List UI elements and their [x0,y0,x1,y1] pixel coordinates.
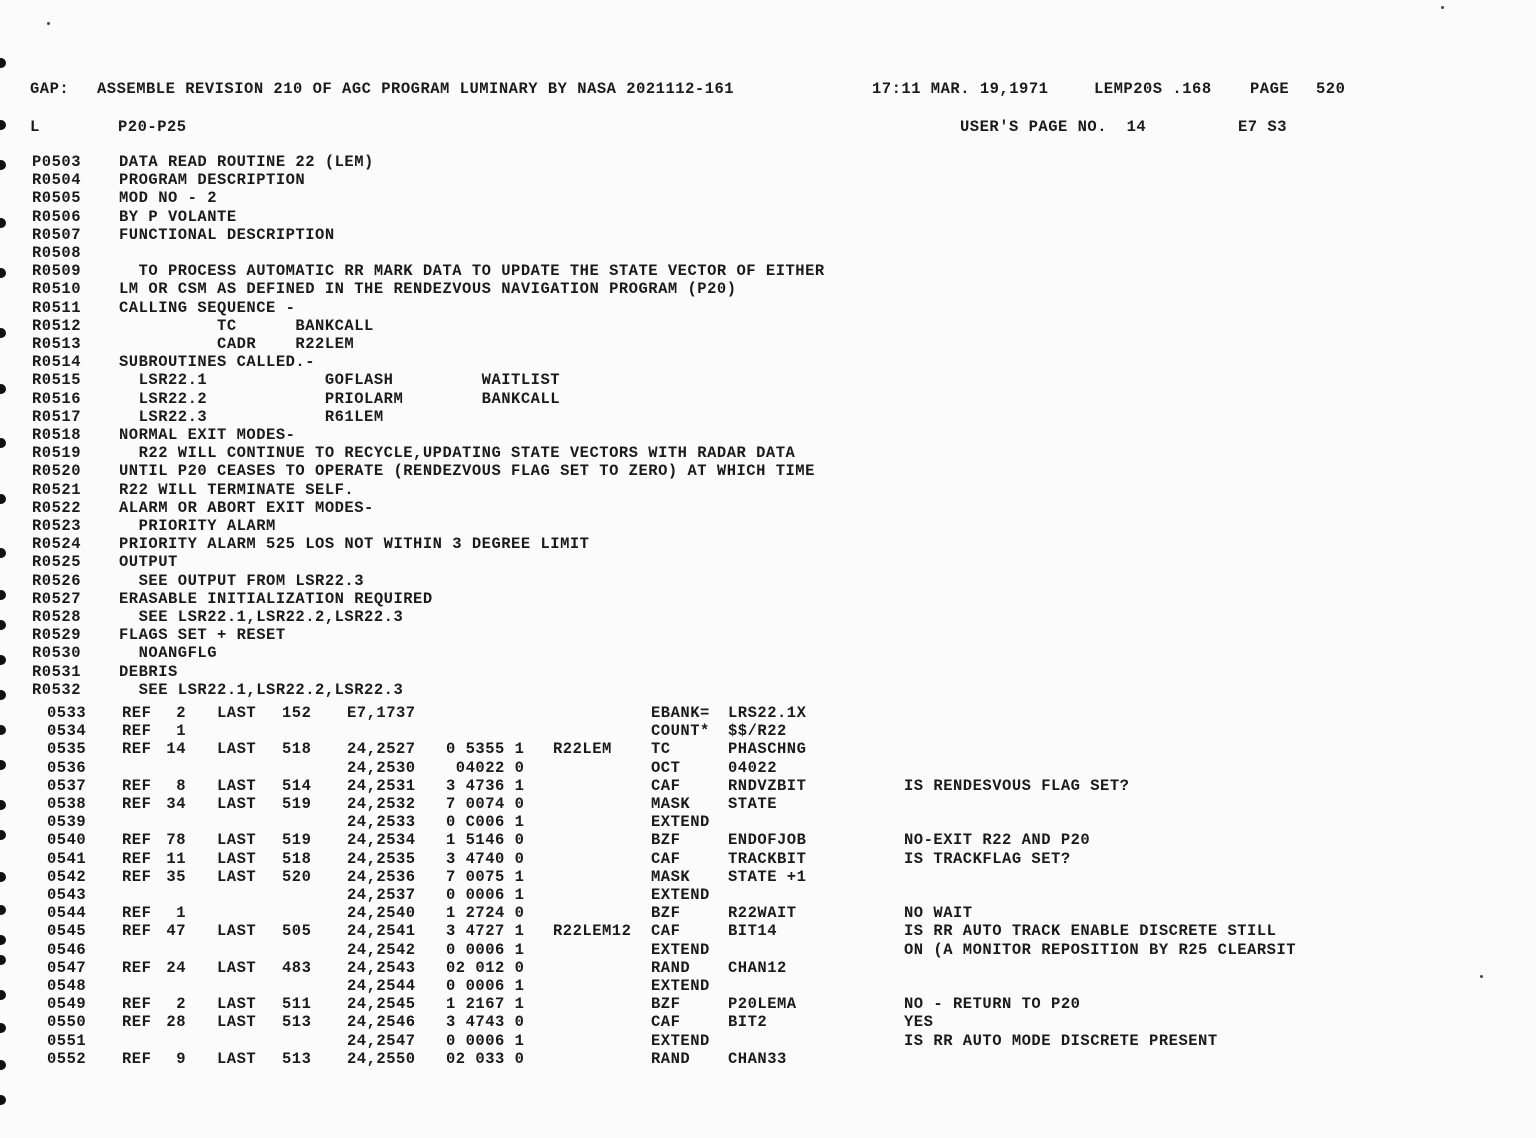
remark-text: TO PROCESS AUTOMATIC RR MARK DATA TO UPDATE THE STATE VECTOR OF EITHER [119,262,825,281]
operand: 04022 [728,758,778,777]
line-number: 0547 [47,958,87,977]
opcode: CAF [651,776,681,795]
operand: $$/R22 [728,722,787,741]
remark-line [0,408,1536,426]
code-line [0,831,1536,849]
line-number: R0512 [32,316,82,335]
remark-line [0,208,1536,226]
print-datetime: 17:11 MAR. 19,1971 [872,80,1049,98]
line-number: R0524 [32,535,82,554]
remark-line [0,317,1536,335]
address: 24,2544 [347,977,416,995]
operand: PHASCHNG [728,740,807,759]
last-line: 511 [282,995,312,1014]
punch-hole [0,58,6,68]
last-label: LAST [217,922,257,941]
octal-word: 7 0074 0 [446,795,525,813]
opcode: EXTEND [651,977,710,995]
line-number: 0538 [47,795,87,813]
remark-text: R22 WILL CONTINUE TO RECYCLE,UPDATING STATE VECTORS WITH RADAR DATA [119,444,796,463]
code-line [0,850,1536,868]
address: 24,2550 [347,1049,416,1068]
line-number: R0523 [32,517,82,535]
opcode: CAF [651,922,681,941]
remark-text: LM OR CSM AS DEFINED IN THE RENDEZVOUS NAVIGATION PROGRAM (P20) [119,280,737,299]
speck [47,22,50,25]
ref-label: REF [122,795,152,813]
remark-text: OUTPUT [119,553,178,572]
line-number: 0549 [47,995,87,1014]
remark-text: CADR R22LEM [119,335,355,353]
code-line [0,977,1536,995]
ref-label: REF [122,722,152,741]
remark-text: NORMAL EXIT MODES- [119,426,296,444]
comment: YES [904,1013,934,1032]
octal-word: 02 012 0 [446,958,525,977]
line-number: 0533 [47,704,87,722]
line-number: R0506 [32,207,82,226]
ref-count: 1 [176,722,186,741]
ref-count: 35 [166,867,186,886]
address: 24,2530 [347,758,416,777]
line-number: R0510 [32,280,82,299]
operand: BIT2 [728,1013,768,1032]
line-number: R0525 [32,553,82,572]
ref-count: 1 [176,904,186,923]
remark-line [0,553,1536,571]
remark-line [0,189,1536,207]
line-number: P0503 [32,153,82,171]
code-line [0,704,1536,722]
octal-word: 04022 0 [446,758,525,777]
remark-text: DEBRIS [119,662,178,681]
last-label: LAST [217,958,257,977]
ref-label: REF [122,1049,152,1068]
line-number: R0530 [32,644,82,663]
operand: STATE +1 [728,867,807,886]
last-line: 519 [282,795,312,813]
line-number: R0517 [32,407,82,426]
ref-label: REF [122,704,152,722]
remark-line [0,626,1536,644]
line-number: R0504 [32,171,82,190]
ref-count: 34 [166,795,186,813]
operand: R22WAIT [728,904,797,923]
line-number: R0507 [32,225,82,244]
remark-text: SUBROUTINES CALLED.- [119,353,316,372]
ref-label: REF [122,922,152,941]
ref-label: REF [122,904,152,923]
punch-hole [0,1095,6,1105]
remark-line [0,335,1536,353]
remark-text: LSR22.3 R61LEM [119,407,384,426]
remark-line [0,644,1536,662]
address: 24,2536 [347,867,416,886]
last-line: 518 [282,740,312,759]
operand: TRACKBIT [728,849,807,868]
opcode: RAND [651,958,691,977]
ref-count: 14 [166,740,186,759]
remark-text: PROGRAM DESCRIPTION [119,171,306,190]
remark-line [0,517,1536,535]
opcode: CAF [651,849,681,868]
ref-count: 2 [176,704,186,722]
line-number: R0528 [32,608,82,626]
last-label: LAST [217,776,257,795]
opcode: CAF [651,1013,681,1032]
line-number: R0529 [32,626,82,645]
gap-label: GAP: [30,80,70,98]
octal-word: 02 033 0 [446,1049,525,1068]
line-number: R0527 [32,589,82,608]
line-number: 0543 [47,886,87,904]
address: 24,2542 [347,940,416,959]
octal-word: 0 0006 1 [446,886,525,904]
speck [1441,6,1444,9]
remark-line [0,499,1536,517]
code-line [0,941,1536,959]
line-number: R0514 [32,353,82,372]
remark-line [0,681,1536,699]
last-line: 152 [282,704,312,722]
operand: CHAN12 [728,958,787,977]
code-line [0,868,1536,886]
line-number: 0545 [47,922,87,941]
remark-line [0,299,1536,317]
ref-count: 78 [166,831,186,850]
line-number: R0508 [32,244,82,262]
line-number: R0515 [32,371,82,390]
octal-word: 3 4740 0 [446,849,525,868]
remark-line [0,353,1536,371]
remark-line [0,426,1536,444]
octal-word: 3 4743 0 [446,1013,525,1032]
comment: NO-EXIT R22 AND P20 [904,831,1091,850]
last-label: LAST [217,740,257,759]
remark-text: FUNCTIONAL DESCRIPTION [119,225,335,244]
line-number: R0526 [32,571,82,590]
remark-text: R22 WILL TERMINATE SELF. [119,480,355,499]
last-line: 519 [282,831,312,850]
remark-line [0,153,1536,171]
remark-line [0,390,1536,408]
ref-count: 9 [176,1049,186,1068]
comment: IS RR AUTO MODE DISCRETE PRESENT [904,1031,1218,1050]
opcode: BZF [651,904,681,923]
last-label: LAST [217,867,257,886]
opcode: MASK [651,795,691,813]
code-line [0,1032,1536,1050]
opcode: EXTEND [651,886,710,904]
address: 24,2547 [347,1031,416,1050]
last-line: 520 [282,867,312,886]
line-number: 0550 [47,1013,87,1032]
page-label: PAGE [1250,80,1290,98]
section-title: P20-P25 [118,118,187,136]
bank-code: E7 S3 [1238,118,1288,136]
remark-line [0,481,1536,499]
job-name: LEMP20S .168 [1094,80,1212,98]
address: 24,2532 [347,795,416,813]
octal-word: 0 C006 1 [446,813,525,832]
line-number: 0542 [47,867,87,886]
punch-hole [0,120,6,130]
remark-line [0,462,1536,480]
remark-line [0,535,1536,553]
code-line [0,1050,1536,1068]
line-number: 0541 [47,849,87,868]
line-number: 0552 [47,1049,87,1068]
remark-line [0,371,1536,389]
line-number: 0540 [47,831,87,850]
line-number: 0537 [47,776,87,795]
last-line: 505 [282,922,312,941]
address: 24,2527 [347,740,416,759]
last-label: LAST [217,1049,257,1068]
remark-text: FLAGS SET + RESET [119,626,286,645]
remark-text: SEE LSR22.1,LSR22.2,LSR22.3 [119,680,404,699]
opcode: EBANK= [651,704,710,722]
remark-text: UNTIL P20 CEASES TO OPERATE (RENDEZVOUS FLAG SET TO ZERO) AT WHICH TIME [119,462,815,481]
address: 24,2531 [347,776,416,795]
operand: ENDOFJOB [728,831,807,850]
log-section-letter: L [30,118,40,136]
line-number: 0544 [47,904,87,923]
opcode: EXTEND [651,940,710,959]
last-line: 513 [282,1013,312,1032]
line-number: R0519 [32,444,82,463]
symbol-label: R22LEM12 [553,922,632,941]
operand: STATE [728,795,778,813]
last-label: LAST [217,795,257,813]
remark-text: ALARM OR ABORT EXIT MODES- [119,498,374,517]
comment: IS RENDESVOUS FLAG SET? [904,776,1130,795]
line-number: R0509 [32,262,82,281]
remark-text: PRIORITY ALARM 525 LOS NOT WITHIN 3 DEGREE LIMIT [119,535,590,554]
comment: ON (A MONITOR REPOSITION BY R25 CLEARSIT [904,940,1297,959]
code-line [0,959,1536,977]
remark-text: ERASABLE INITIALIZATION REQUIRED [119,589,433,608]
ref-label: REF [122,958,152,977]
remark-text: SEE OUTPUT FROM LSR22.3 [119,571,365,590]
remark-text: CALLING SEQUENCE - [119,298,296,317]
comment: IS TRACKFLAG SET? [904,849,1071,868]
last-line: 514 [282,776,312,795]
operand: LRS22.1X [728,704,807,722]
code-line [0,777,1536,795]
line-number: R0532 [32,680,82,699]
comment: NO - RETURN TO P20 [904,995,1081,1014]
line-number: R0531 [32,662,82,681]
octal-word: 0 0006 1 [446,1031,525,1050]
remark-line [0,572,1536,590]
code-line [0,922,1536,940]
comment: NO WAIT [904,904,973,923]
last-label: LAST [217,995,257,1014]
operand: CHAN33 [728,1049,787,1068]
ref-label: REF [122,831,152,850]
address: 24,2541 [347,922,416,941]
remark-line [0,444,1536,462]
opcode: COUNT* [651,722,710,741]
operand: P20LEMA [728,995,797,1014]
remark-line [0,244,1536,262]
code-line [0,813,1536,831]
last-label: LAST [217,849,257,868]
line-number: 0546 [47,940,87,959]
remark-line [0,262,1536,280]
last-label: LAST [217,1013,257,1032]
operand: RNDVZBIT [728,776,807,795]
assembly-title: ASSEMBLE REVISION 210 OF AGC PROGRAM LUMINARY BY NASA 2021112-161 [97,80,735,98]
address: 24,2540 [347,904,416,923]
code-line [0,995,1536,1013]
ref-count: 2 [176,995,186,1014]
address: 24,2546 [347,1013,416,1032]
remark-text: SEE LSR22.1,LSR22.2,LSR22.3 [119,608,404,626]
line-number: R0521 [32,480,82,499]
line-number: R0511 [32,298,82,317]
last-line: 483 [282,958,312,977]
octal-word: 1 5146 0 [446,831,525,850]
line-number: R0505 [32,189,82,208]
address: 24,2545 [347,995,416,1014]
line-number: R0513 [32,335,82,353]
ref-label: REF [122,849,152,868]
remark-line [0,608,1536,626]
line-number: 0551 [47,1031,87,1050]
octal-word: 3 4736 1 [446,776,525,795]
octal-word: 0 0006 1 [446,977,525,995]
ref-label: REF [122,776,152,795]
last-label: LAST [217,831,257,850]
remark-text: TC BANKCALL [119,316,374,335]
line-number: 0539 [47,813,87,832]
opcode: MASK [651,867,691,886]
ref-count: 11 [166,849,186,868]
octal-word: 7 0075 1 [446,867,525,886]
address: 24,2543 [347,958,416,977]
remark-line [0,171,1536,189]
remark-line [0,590,1536,608]
address: 24,2534 [347,831,416,850]
line-number: R0516 [32,389,82,408]
operand: BIT14 [728,922,778,941]
remark-text: LSR22.1 GOFLASH WAITLIST [119,371,561,390]
page-number: 520 [1316,80,1346,98]
ref-label: REF [122,995,152,1014]
ref-label: REF [122,740,152,759]
octal-word: 0 0006 1 [446,940,525,959]
address: 24,2533 [347,813,416,832]
opcode: OCT [651,758,681,777]
octal-word: 0 5355 1 [446,740,525,759]
octal-word: 3 4727 1 [446,922,525,941]
line-number: 0548 [47,977,87,995]
line-number: 0535 [47,740,87,759]
line-number: R0520 [32,462,82,481]
ref-count: 8 [176,776,186,795]
code-line [0,740,1536,758]
address: 24,2535 [347,849,416,868]
ref-label: REF [122,1013,152,1032]
code-line [0,904,1536,922]
remark-text: PRIORITY ALARM [119,517,276,535]
opcode: EXTEND [651,813,710,832]
remark-text: MOD NO - 2 [119,189,218,208]
code-line [0,795,1536,813]
line-number: R0518 [32,426,82,444]
ref-count: 47 [166,922,186,941]
remark-text: LSR22.2 PRIOLARM BANKCALL [119,389,561,408]
remark-text: NOANGFLG [119,644,218,663]
code-line [0,722,1536,740]
ref-label: REF [122,867,152,886]
code-line [0,759,1536,777]
opcode: TC [651,740,671,759]
remark-text: BY P VOLANTE [119,207,237,226]
remark-line [0,226,1536,244]
remark-text: DATA READ ROUTINE 22 (LEM) [119,153,374,171]
line-number: 0534 [47,722,87,741]
line-number: R0522 [32,498,82,517]
ref-count: 24 [166,958,186,977]
opcode: RAND [651,1049,691,1068]
remark-line [0,663,1536,681]
line-number: 0536 [47,758,87,777]
opcode: BZF [651,831,681,850]
remark-line [0,280,1536,298]
comment: IS RR AUTO TRACK ENABLE DISCRETE STILL [904,922,1277,941]
last-label: LAST [217,704,257,722]
octal-word: 1 2724 0 [446,904,525,923]
last-line: 513 [282,1049,312,1068]
users-page-number: USER'S PAGE NO. 14 [960,118,1147,136]
address: 24,2537 [347,886,416,904]
octal-word: 1 2167 1 [446,995,525,1014]
code-line [0,886,1536,904]
symbol-label: R22LEM [553,740,612,759]
opcode: EXTEND [651,1031,710,1050]
last-line: 518 [282,849,312,868]
address: E7,1737 [347,704,416,722]
code-line [0,1013,1536,1031]
ref-count: 28 [166,1013,186,1032]
opcode: BZF [651,995,681,1014]
